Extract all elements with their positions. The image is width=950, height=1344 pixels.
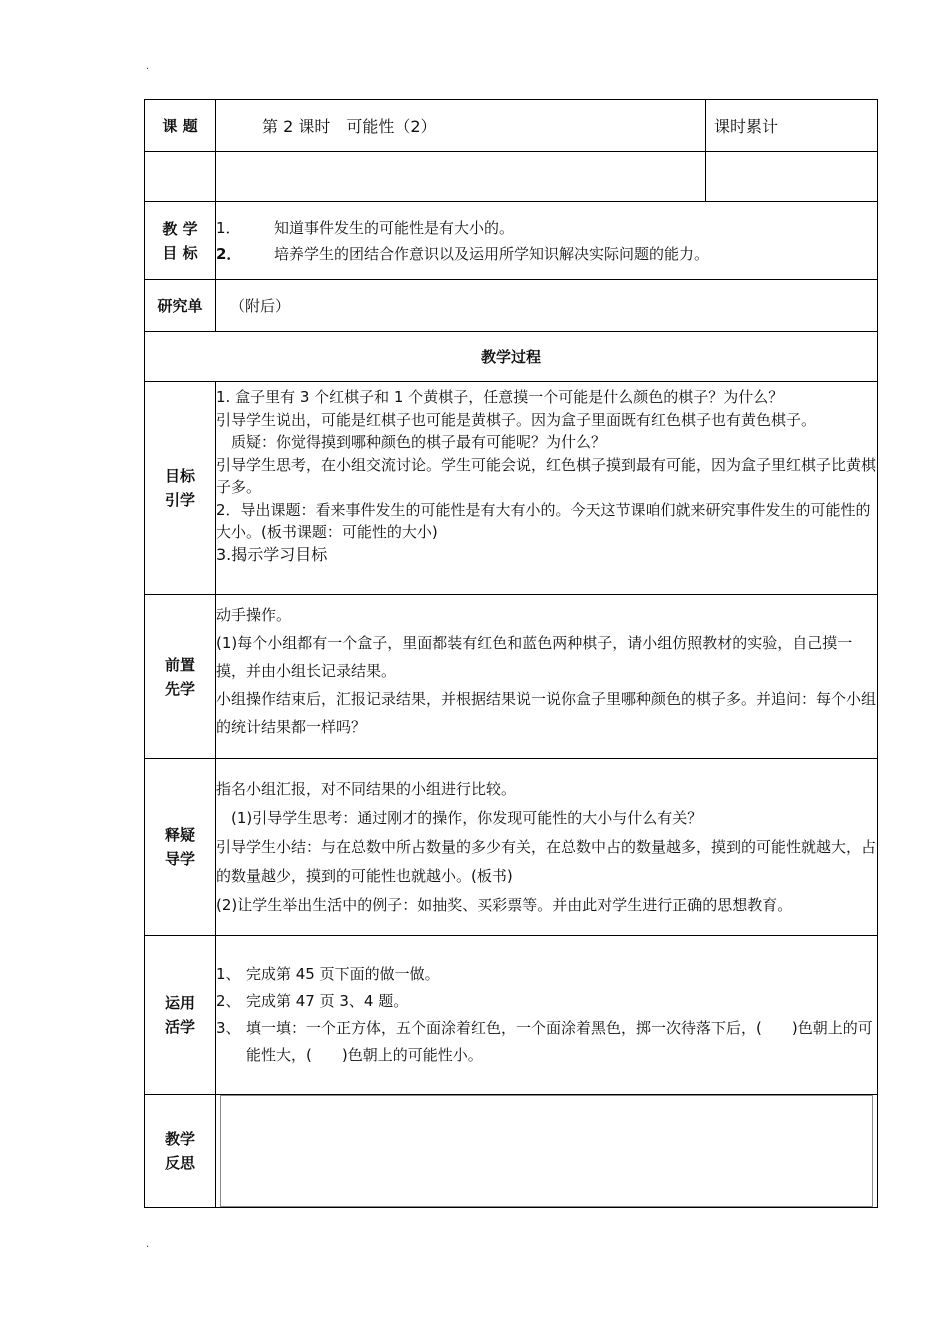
apply-label — [145, 936, 216, 1095]
blank-cell-main — [216, 152, 706, 202]
pre-label-line2: 先学 — [164, 679, 195, 698]
apply-num: 3、 — [216, 1019, 241, 1037]
goals-row — [145, 202, 878, 280]
blank-cell-hours — [706, 152, 878, 202]
explain-line: 指名小组汇报，对不同结果的小组进行比较。 — [216, 779, 517, 798]
pre-label — [145, 595, 216, 759]
blank-row — [145, 152, 878, 202]
pre-line: 小组操作结束后，汇报记录结果，并根据结果说一说你盒子里哪种颜色的棋子多。并追问：每个小组的统计结果都一样吗？ — [216, 690, 877, 736]
lesson-plan-table — [144, 99, 878, 1208]
goal-item-1 — [216, 215, 877, 241]
reflect-row — [145, 1095, 878, 1208]
reflect-label-line2: 反思 — [164, 1154, 195, 1172]
reflect-label-line1: 教学 — [164, 1130, 195, 1148]
pre-row — [145, 595, 878, 759]
research-text: （附后） — [216, 280, 878, 332]
explain-line: (2)让学生举出生活中的例子：如抽奖、买彩票等。并由此对学生进行正确的思想教育。 — [216, 895, 793, 914]
goals-label-line1: 教 学 — [162, 219, 198, 238]
apply-text: 完成第 45 页下面的做一做。 — [246, 965, 440, 983]
apply-item-1 — [216, 961, 877, 988]
target-line: 3.揭示学习目标 — [216, 544, 328, 564]
explain-label-line1: 释疑 — [164, 826, 195, 844]
target-label-line1: 目标 — [164, 467, 195, 485]
target-line: 引导学生思考，在小组交流讨论。学生可能会说，红色棋子摸到最有可能，因为盒子里红棋子比黄棋子多。 — [216, 455, 877, 496]
target-line: 2．导出课题：看来事件发生的可能性是有大有小的。今天这节课咱们就来研究事件发生的可能性的大小。(板书课题：可能性的大小) — [216, 500, 871, 541]
goal-num: 2． — [216, 244, 242, 263]
process-row — [145, 332, 878, 382]
pre-label-line1: 前置 — [164, 655, 195, 674]
research-label: 研究单 — [145, 280, 216, 332]
pre-line: (1)每个小组都有一个盒子，里面都装有红色和蓝色两种棋子，请小组仿照教材的实验，自己摸一摸，并由小组长记录结果。 — [216, 634, 853, 680]
target-line: 质疑：你觉得摸到哪种颜色的棋子最有可能呢？为什么？ — [216, 433, 607, 451]
page-mark-bottom: . — [146, 1239, 150, 1250]
target-content — [216, 382, 878, 595]
apply-item-3 — [216, 1015, 877, 1069]
target-line: 引导学生说出，可能是红棋子也可能是黄棋子。因为盒子里面既有红色棋子也有黄色棋子。 — [216, 410, 817, 429]
apply-num: 2、 — [216, 992, 241, 1010]
page-mark-top: . — [146, 61, 150, 72]
apply-item-2 — [216, 988, 877, 1015]
explain-content — [216, 759, 878, 936]
apply-num: 1、 — [216, 965, 241, 983]
lesson-title: 第 2 课时 可能性（2） — [216, 100, 706, 152]
blank-cell-label — [145, 152, 216, 202]
apply-label-line1: 运用 — [164, 994, 195, 1012]
apply-content — [216, 936, 878, 1095]
explain-line: (1)引导学生思考：通过刚才的操作，你发现可能性的大小与什么有关？ — [216, 808, 703, 827]
apply-row — [145, 936, 878, 1095]
pre-line: 动手操作。 — [216, 606, 292, 624]
goals-label-line2: 目 标 — [162, 243, 198, 262]
explain-line: 引导学生小结：与在总数中所占数量的多少有关，在总数中占的数量越多，摸到的可能性就越大，占的数量越少，摸到的可能性也就越小。(板书) — [216, 837, 877, 885]
explain-label — [145, 759, 216, 936]
goal-num: 1． — [216, 218, 241, 237]
hours-label: 课时累计 — [706, 100, 878, 152]
target-label — [145, 382, 216, 595]
explain-row — [145, 759, 878, 936]
reflect-inner-box — [220, 1095, 873, 1207]
target-line: 1. 盒子里有 3 个红棋子和 1 个黄棋子，任意摸一个可能是什么颜色的棋子？为什么？ — [216, 388, 784, 406]
apply-text: 完成第 47 页 3、4 题。 — [246, 992, 409, 1010]
goals-content — [216, 202, 878, 280]
goal-item-2 — [216, 241, 877, 267]
reflect-content — [216, 1095, 878, 1208]
reflect-label — [145, 1095, 216, 1208]
target-label-line2: 引学 — [164, 491, 195, 509]
goals-label — [145, 202, 216, 280]
goal-text: 培养学生的团结合作意识以及运用所学知识解决实际问题的能力。 — [274, 244, 710, 263]
topic-label: 课 题 — [145, 100, 216, 152]
apply-text: 填一填：一个正方体，五个面涂着红色，一个面涂着黑色，掷一次待落下后，( )色朝上的可能性大，( )色朝上的可能性小。 — [246, 1019, 873, 1064]
apply-label-line2: 活学 — [164, 1018, 195, 1036]
process-title: 教学过程 — [145, 332, 878, 382]
goal-text: 知道事件发生的可能性是有大小的。 — [274, 218, 515, 237]
pre-content — [216, 595, 878, 759]
explain-label-line2: 导学 — [164, 850, 195, 868]
header-row — [145, 100, 878, 152]
target-row — [145, 382, 878, 595]
research-row — [145, 280, 878, 332]
